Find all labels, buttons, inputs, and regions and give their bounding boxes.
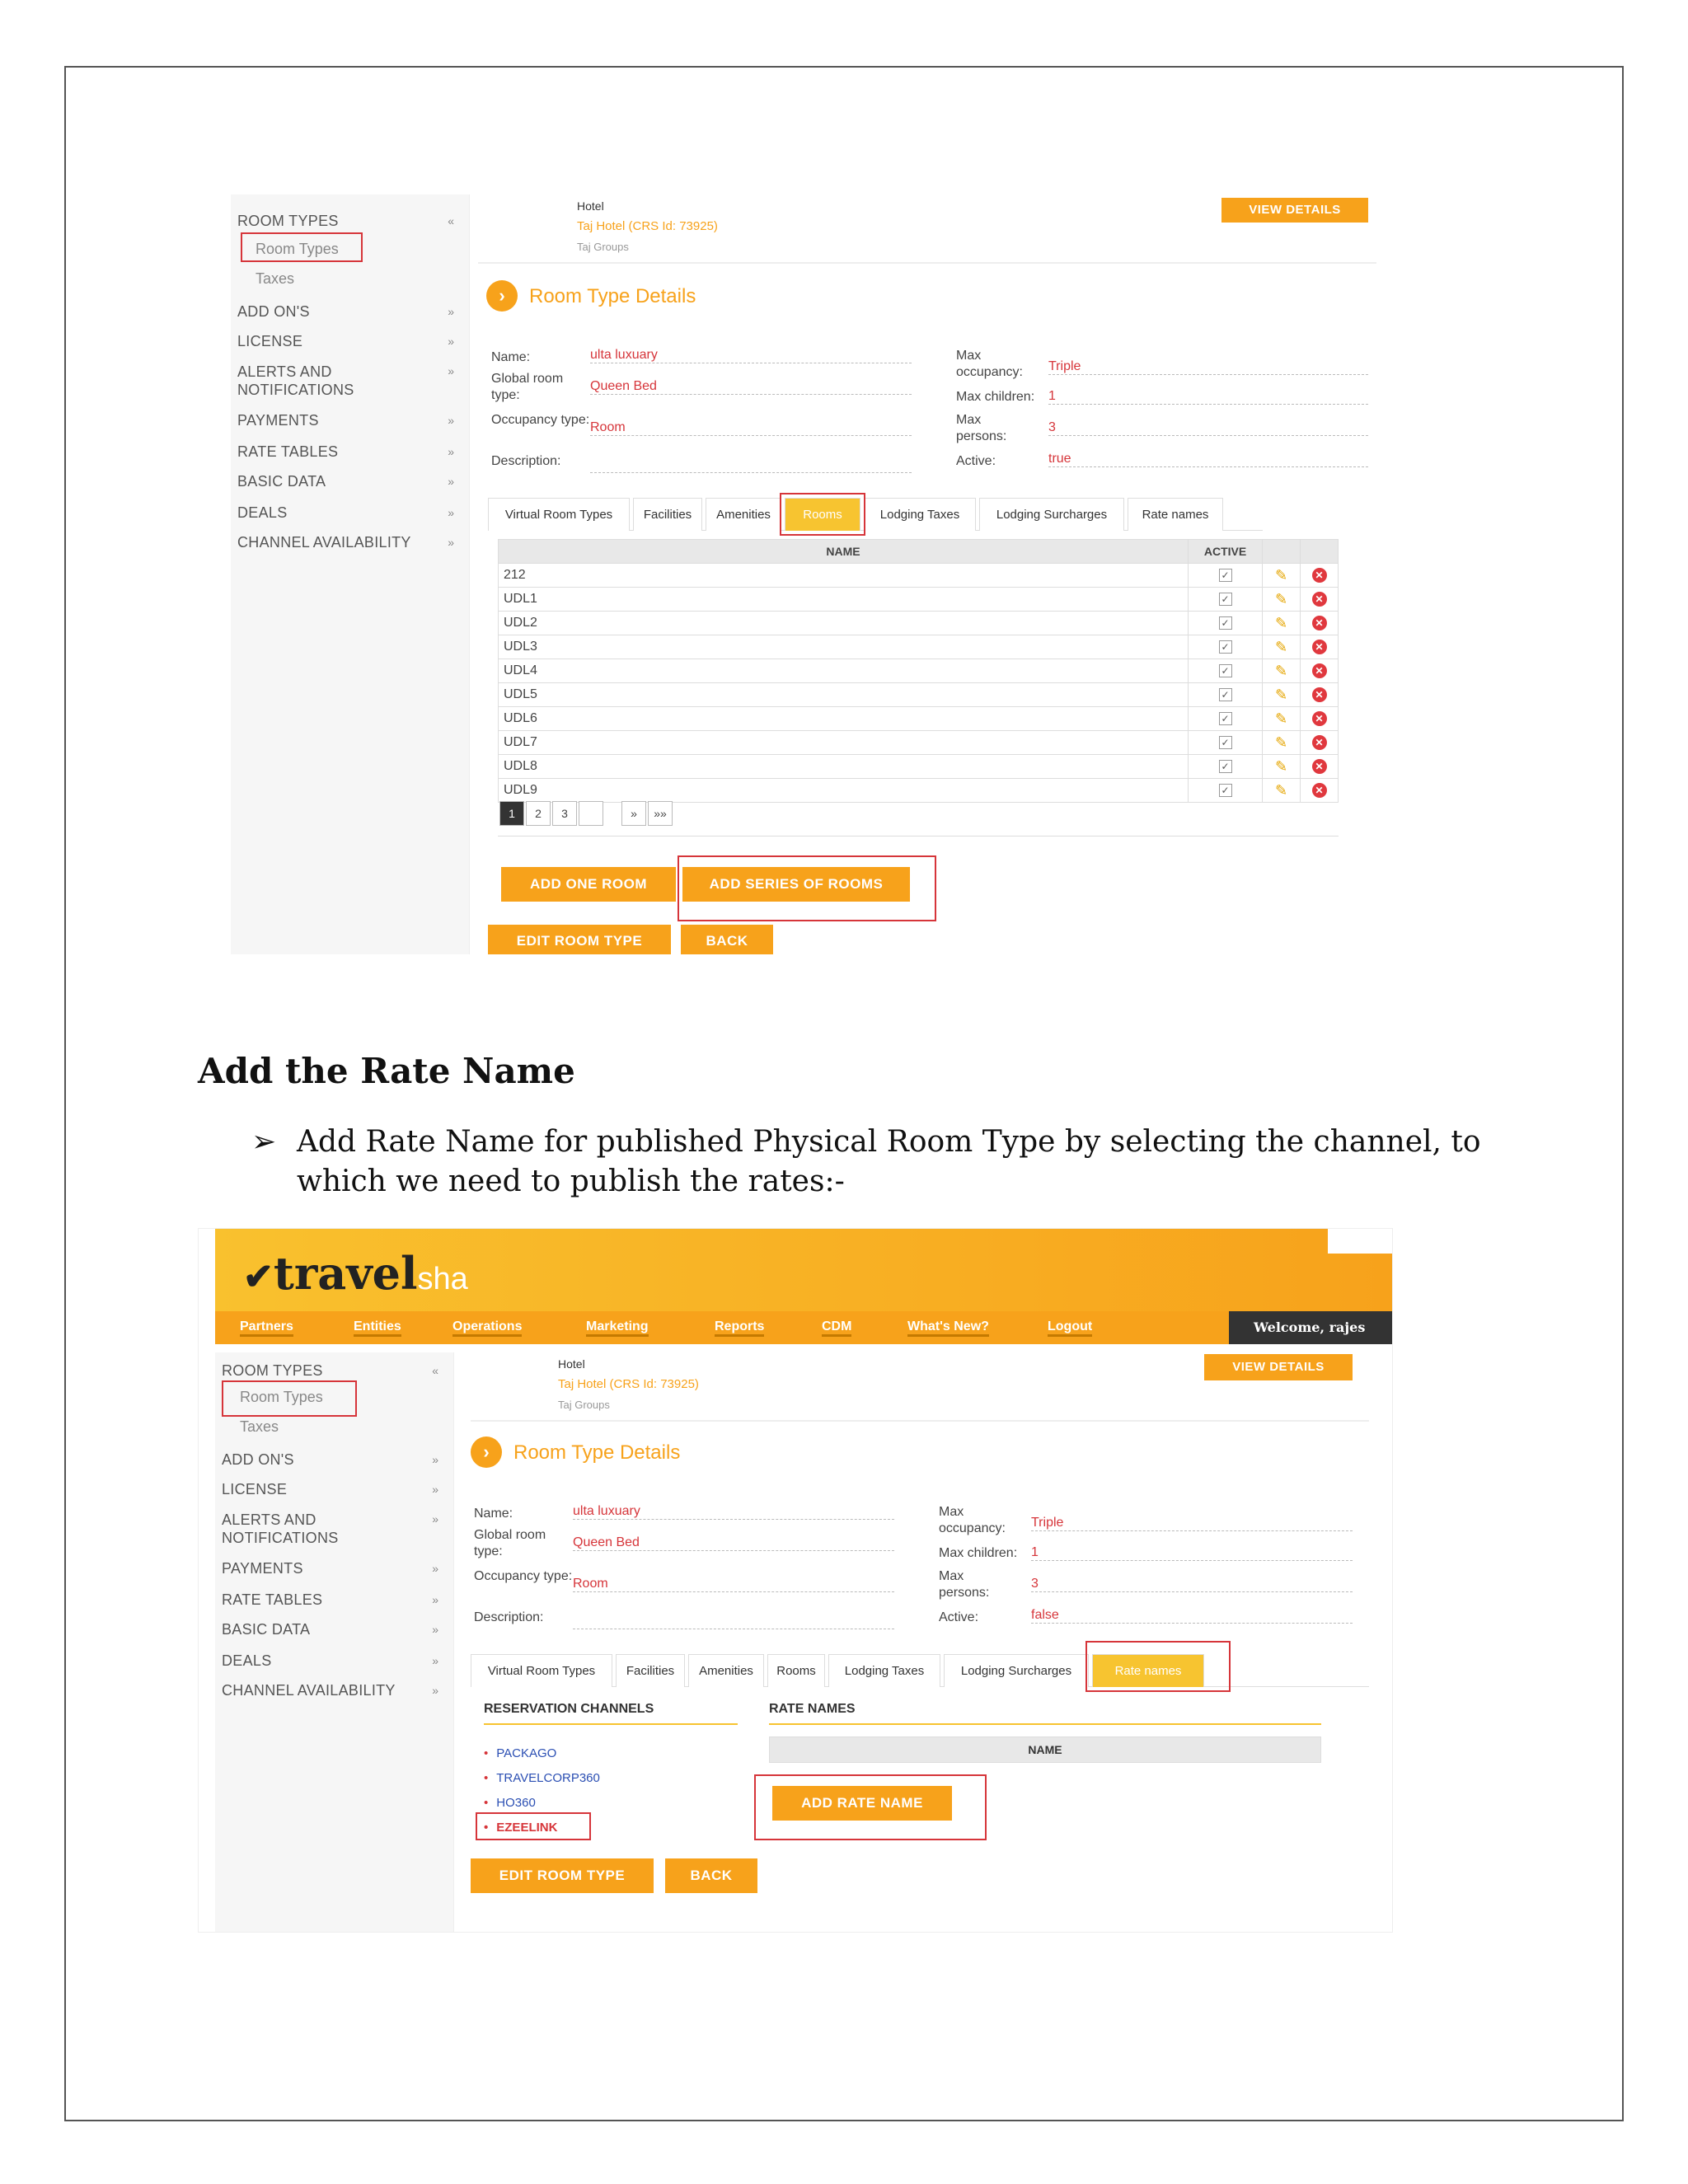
description-label: Description: xyxy=(474,1610,544,1624)
page-button[interactable]: 2 xyxy=(526,801,551,826)
sidebar-item-deals[interactable]: DEALS xyxy=(237,504,288,521)
global-room-type-value: Queen Bed xyxy=(590,379,912,395)
table-row[interactable] xyxy=(499,779,1339,803)
rooms-table xyxy=(498,539,1339,803)
nav-partners[interactable]: Partners xyxy=(240,1319,293,1337)
nav-entities[interactable]: Entities xyxy=(354,1319,401,1337)
hotel-name: Taj Hotel (CRS Id: 73925) xyxy=(577,219,718,233)
room-name: 212 xyxy=(499,564,1189,588)
expand-icon[interactable]: » xyxy=(432,1562,438,1575)
action-column-header xyxy=(1301,540,1339,564)
hotel-group: Taj Groups xyxy=(558,1399,610,1411)
delete-icon[interactable]: ✕ xyxy=(1312,759,1327,774)
sidebar-item-basic-data[interactable]: BASIC DATA xyxy=(237,473,326,490)
rate-names-header: RATE NAMES xyxy=(769,1702,1321,1725)
expand-icon[interactable]: » xyxy=(448,364,454,377)
max-persons-value: 3 xyxy=(1048,420,1368,436)
global-room-type-label: Global room type: xyxy=(474,1528,546,1558)
name-column-header: NAME xyxy=(499,540,1189,564)
occupancy-type-label: Occupancy type: xyxy=(474,1569,573,1583)
room-name: UDL9 xyxy=(499,779,1189,803)
channel-travelcorp360[interactable]: • TRAVELCORP360 xyxy=(484,1771,600,1785)
screenshot-room-type-details-rate-names xyxy=(198,1228,1393,1933)
hotel-name: Taj Hotel (CRS Id: 73925) xyxy=(558,1377,699,1391)
active-checkbox[interactable]: ✓ xyxy=(1219,784,1232,797)
active-cell xyxy=(1189,564,1263,588)
active-checkbox[interactable]: ✓ xyxy=(1219,569,1232,582)
page-button[interactable]: 3 xyxy=(552,801,577,826)
edit-pencil-icon[interactable]: ✎ xyxy=(1274,638,1288,655)
occupancy-type-value: Room xyxy=(573,1577,894,1592)
active-checkbox[interactable]: ✓ xyxy=(1219,616,1232,630)
edit-cell xyxy=(1263,755,1301,779)
arrow-bullet-icon: ➢ xyxy=(251,1125,277,1159)
table-row[interactable] xyxy=(499,612,1339,635)
divider xyxy=(498,836,1339,837)
max-persons-label: Max persons: xyxy=(939,1569,990,1600)
active-value: true xyxy=(1048,452,1368,467)
expand-icon[interactable]: » xyxy=(448,445,454,458)
collapse-icon[interactable]: « xyxy=(432,1364,438,1377)
expand-icon[interactable]: » xyxy=(448,305,454,318)
table-row[interactable] xyxy=(499,683,1339,707)
sidebar-item-alerts[interactable]: ALERTS AND NOTIFICATIONS xyxy=(237,363,354,398)
delete-icon[interactable]: ✕ xyxy=(1312,640,1327,654)
highlight-box xyxy=(241,232,363,262)
description-value xyxy=(573,1613,894,1629)
description-value xyxy=(590,457,912,473)
tab-rate-names[interactable]: Rate names xyxy=(1128,498,1223,531)
sidebar-item-channel-availability[interactable]: CHANNEL AVAILABILITY xyxy=(222,1682,396,1699)
expand-icon[interactable]: » xyxy=(432,1654,438,1667)
view-details-button[interactable]: VIEW DETAILS xyxy=(1221,198,1368,223)
edit-room-type-button[interactable]: EDIT ROOM TYPE xyxy=(471,1858,654,1893)
delete-icon[interactable]: ✕ xyxy=(1312,735,1327,750)
nav-logout[interactable]: Logout xyxy=(1048,1319,1092,1337)
delete-cell xyxy=(1301,731,1339,755)
highlight-box xyxy=(476,1812,591,1840)
table-row[interactable] xyxy=(499,564,1339,588)
tab-lodging-surcharges[interactable]: Lodging Surcharges xyxy=(944,1654,1089,1687)
sidebar-item-room-types[interactable]: ROOM TYPES xyxy=(237,213,339,229)
active-cell xyxy=(1189,635,1263,659)
table-row[interactable] xyxy=(499,707,1339,731)
name-value: ulta luxuary xyxy=(573,1504,894,1520)
sidebar-sub-taxes[interactable]: Taxes xyxy=(240,1418,279,1435)
highlight-box xyxy=(678,855,936,921)
tab-facilities[interactable]: Facilities xyxy=(616,1654,685,1687)
edit-cell xyxy=(1263,707,1301,731)
delete-icon[interactable]: ✕ xyxy=(1312,568,1327,583)
sidebar-sub-room-types[interactable]: Room Types xyxy=(240,1389,323,1405)
page-button[interactable]: 1 xyxy=(499,801,524,826)
active-cell xyxy=(1189,612,1263,635)
back-button[interactable]: BACK xyxy=(681,925,773,954)
max-occupancy-value: Triple xyxy=(1031,1516,1353,1531)
delete-icon[interactable]: ✕ xyxy=(1312,663,1327,678)
tab-lodging-surcharges[interactable]: Lodging Surcharges xyxy=(979,498,1124,531)
edit-room-type-button[interactable]: EDIT ROOM TYPE xyxy=(488,925,671,954)
delete-icon[interactable]: ✕ xyxy=(1312,783,1327,798)
sidebar xyxy=(215,1352,454,1933)
room-name: UDL7 xyxy=(499,731,1189,755)
nav-marketing[interactable]: Marketing xyxy=(586,1319,649,1337)
occupancy-type-label: Occupancy type: xyxy=(491,413,590,427)
active-cell xyxy=(1189,731,1263,755)
hotel-group: Taj Groups xyxy=(577,241,629,253)
room-name: UDL3 xyxy=(499,635,1189,659)
table-row[interactable] xyxy=(499,731,1339,755)
section-title: Room Type Details xyxy=(529,285,696,307)
nav-operations[interactable]: Operations xyxy=(452,1319,522,1337)
room-name: UDL1 xyxy=(499,588,1189,612)
sidebar-item-rate-tables[interactable]: RATE TABLES xyxy=(222,1591,323,1608)
header-notch xyxy=(1328,1229,1393,1254)
max-persons-label: Max persons: xyxy=(956,413,1007,443)
room-name: UDL4 xyxy=(499,659,1189,683)
max-persons-value: 3 xyxy=(1031,1577,1353,1592)
delete-icon[interactable]: ✕ xyxy=(1312,687,1327,702)
expand-icon[interactable]: » xyxy=(448,506,454,519)
active-checkbox[interactable]: ✓ xyxy=(1219,760,1232,773)
sidebar-item-payments[interactable]: PAYMENTS xyxy=(237,412,319,429)
tab-rooms[interactable]: Rooms xyxy=(785,498,860,531)
active-label: Active: xyxy=(956,454,996,468)
delete-icon[interactable]: ✕ xyxy=(1312,711,1327,726)
edit-pencil-icon[interactable]: ✎ xyxy=(1274,710,1288,727)
section-heading: Add the Rate Name xyxy=(198,1051,575,1091)
delete-cell xyxy=(1301,683,1339,707)
tab-rate-names[interactable]: Rate names xyxy=(1092,1654,1204,1687)
welcome-text: Welcome, rajes xyxy=(1229,1311,1393,1344)
edit-cell xyxy=(1263,564,1301,588)
sidebar xyxy=(231,194,470,954)
view-details-button[interactable]: VIEW DETAILS xyxy=(1204,1354,1353,1380)
channel-ezeelink[interactable]: • EZEELINK xyxy=(484,1821,558,1835)
delete-cell xyxy=(1301,707,1339,731)
divider xyxy=(471,1420,1369,1422)
expand-icon[interactable]: » xyxy=(432,1684,438,1697)
edit-pencil-icon[interactable]: ✎ xyxy=(1274,733,1288,751)
logo: ✔travelsha xyxy=(243,1247,468,1300)
sidebar-item-alerts[interactable]: ALERTS AND NOTIFICATIONS xyxy=(222,1511,339,1546)
channel-packago[interactable]: • PACKAGO xyxy=(484,1746,557,1760)
delete-cell xyxy=(1301,612,1339,635)
max-children-label: Max children: xyxy=(939,1546,1018,1560)
active-cell xyxy=(1189,707,1263,731)
sidebar-item-deals[interactable]: DEALS xyxy=(222,1652,272,1669)
edit-cell xyxy=(1263,659,1301,683)
delete-icon[interactable]: ✕ xyxy=(1312,592,1327,607)
expand-icon[interactable]: » xyxy=(448,536,454,549)
bullet-text: Add Rate Name for published Physical Room Type by selecting the channel, to which we need to publish the rates:- xyxy=(297,1125,1481,1198)
active-checkbox[interactable]: ✓ xyxy=(1219,640,1232,654)
sidebar-item-basic-data[interactable]: BASIC DATA xyxy=(222,1621,311,1638)
rate-names-table-header: NAME xyxy=(769,1736,1321,1763)
sidebar-item-payments[interactable]: PAYMENTS xyxy=(222,1560,303,1577)
page-button[interactable]: »» xyxy=(648,801,673,826)
page-button[interactable] xyxy=(579,801,603,826)
max-occupancy-value: Triple xyxy=(1048,359,1368,375)
sidebar-item-license[interactable]: LICENSE xyxy=(237,333,303,349)
hotel-label: Hotel xyxy=(558,1357,585,1371)
expand-icon[interactable]: » xyxy=(432,1453,438,1466)
tab-bar xyxy=(488,498,1263,531)
highlight-box xyxy=(754,1774,987,1840)
tab-amenities[interactable]: Amenities xyxy=(688,1654,764,1687)
top-nav xyxy=(215,1311,1393,1344)
active-checkbox[interactable]: ✓ xyxy=(1219,736,1232,749)
active-cell xyxy=(1189,779,1263,803)
add-one-room-button[interactable]: ADD ONE ROOM xyxy=(501,867,676,902)
edit-pencil-icon[interactable]: ✎ xyxy=(1274,614,1288,631)
tab-lodging-taxes[interactable]: Lodging Taxes xyxy=(864,498,976,531)
page-button[interactable]: » xyxy=(621,801,646,826)
room-name: UDL6 xyxy=(499,707,1189,731)
sidebar-item-room-types[interactable]: ROOM TYPES xyxy=(222,1362,323,1379)
sidebar-sub-room-types[interactable]: Room Types xyxy=(256,241,339,257)
tab-rooms[interactable]: Rooms xyxy=(767,1654,825,1687)
table-row[interactable] xyxy=(499,635,1339,659)
edit-cell xyxy=(1263,635,1301,659)
active-checkbox[interactable]: ✓ xyxy=(1219,688,1232,701)
edit-pencil-icon[interactable]: ✎ xyxy=(1274,686,1288,703)
expand-icon[interactable]: » xyxy=(448,475,454,488)
edit-cell xyxy=(1263,588,1301,612)
divider xyxy=(478,262,1376,264)
delete-cell xyxy=(1301,779,1339,803)
tab-virtual-room-types[interactable]: Virtual Room Types xyxy=(488,498,630,531)
edit-pencil-icon[interactable]: ✎ xyxy=(1274,590,1288,607)
sidebar-item-add-ons[interactable]: ADD ON'S xyxy=(237,303,310,320)
expand-icon[interactable]: » xyxy=(432,1512,438,1526)
room-name: UDL8 xyxy=(499,755,1189,779)
edit-cell xyxy=(1263,683,1301,707)
delete-cell xyxy=(1301,588,1339,612)
expand-icon[interactable]: » xyxy=(432,1623,438,1636)
screenshot-room-type-details-rooms xyxy=(198,194,1376,954)
channel-ho360[interactable]: • HO360 xyxy=(484,1796,536,1810)
highlight-box xyxy=(1085,1641,1231,1692)
table-header-row xyxy=(499,540,1339,564)
active-cell xyxy=(1189,683,1263,707)
bullet-icon: • xyxy=(484,1746,489,1760)
active-checkbox[interactable]: ✓ xyxy=(1219,593,1232,606)
name-label: Name: xyxy=(474,1507,513,1521)
delete-cell xyxy=(1301,659,1339,683)
edit-cell xyxy=(1263,779,1301,803)
bullet-icon: • xyxy=(484,1821,489,1835)
highlight-box xyxy=(780,493,865,536)
max-children-value: 1 xyxy=(1031,1545,1353,1561)
back-button[interactable]: BACK xyxy=(665,1858,757,1893)
edit-pencil-icon[interactable]: ✎ xyxy=(1274,662,1288,679)
nav-reports[interactable]: Reports xyxy=(715,1319,764,1337)
max-children-value: 1 xyxy=(1048,389,1368,405)
active-checkbox[interactable]: ✓ xyxy=(1219,712,1232,725)
bullet-icon: • xyxy=(484,1796,489,1810)
table-row[interactable] xyxy=(499,755,1339,779)
room-name: UDL5 xyxy=(499,683,1189,707)
sidebar-item-add-ons[interactable]: ADD ON'S xyxy=(222,1451,294,1468)
active-label: Active: xyxy=(939,1610,979,1624)
sidebar-item-license[interactable]: LICENSE xyxy=(222,1481,288,1497)
hotel-label: Hotel xyxy=(577,199,604,213)
tab-virtual-room-types[interactable]: Virtual Room Types xyxy=(471,1654,612,1687)
edit-pencil-icon[interactable]: ✎ xyxy=(1274,566,1288,583)
active-value: false xyxy=(1031,1608,1353,1624)
collapse-icon[interactable]: « xyxy=(448,214,454,227)
sidebar-sub-taxes[interactable]: Taxes xyxy=(256,270,295,287)
delete-cell xyxy=(1301,635,1339,659)
nav-whats-new[interactable]: What's New? xyxy=(907,1319,989,1337)
tab-lodging-taxes[interactable]: Lodging Taxes xyxy=(828,1654,940,1687)
reservation-channels-header: RESERVATION CHANNELS xyxy=(484,1702,738,1725)
name-value: ulta luxuary xyxy=(590,348,912,363)
action-column-header xyxy=(1263,540,1301,564)
active-cell xyxy=(1189,659,1263,683)
edit-cell xyxy=(1263,612,1301,635)
tab-bar xyxy=(471,1654,1369,1687)
logo-leaf-icon: ✔ xyxy=(243,1256,274,1298)
active-column-header: ACTIVE xyxy=(1189,540,1263,564)
edit-cell xyxy=(1263,731,1301,755)
global-room-type-value: Queen Bed xyxy=(573,1535,894,1551)
expand-icon[interactable]: » xyxy=(432,1483,438,1496)
max-occupancy-label: Max occupancy: xyxy=(939,1505,1006,1535)
expand-icon[interactable]: » xyxy=(448,414,454,427)
delete-icon[interactable]: ✕ xyxy=(1312,616,1327,630)
add-series-of-rooms-button[interactable]: ADD SERIES OF ROOMS xyxy=(682,867,910,902)
table-row[interactable] xyxy=(499,588,1339,612)
active-cell xyxy=(1189,755,1263,779)
description-label: Description: xyxy=(491,454,561,468)
max-children-label: Max children: xyxy=(956,390,1035,404)
occupancy-type-value: Room xyxy=(590,420,912,436)
bullet-icon: • xyxy=(484,1771,489,1785)
edit-pencil-icon[interactable]: ✎ xyxy=(1274,781,1288,799)
highlight-box xyxy=(222,1380,357,1417)
sidebar-item-channel-availability[interactable]: CHANNEL AVAILABILITY xyxy=(237,534,411,551)
arrow-circle-icon: › xyxy=(486,280,518,312)
room-name: UDL2 xyxy=(499,612,1189,635)
edit-pencil-icon[interactable]: ✎ xyxy=(1274,757,1288,775)
sidebar-item-rate-tables[interactable]: RATE TABLES xyxy=(237,443,339,460)
add-rate-name-button[interactable]: ADD RATE NAME xyxy=(772,1786,952,1821)
arrow-circle-icon: › xyxy=(471,1436,502,1468)
max-occupancy-label: Max occupancy: xyxy=(956,349,1023,379)
tab-facilities[interactable]: Facilities xyxy=(633,498,702,531)
expand-icon[interactable]: » xyxy=(448,335,454,348)
name-label: Name: xyxy=(491,350,531,364)
delete-cell xyxy=(1301,755,1339,779)
active-checkbox[interactable]: ✓ xyxy=(1219,664,1232,677)
global-room-type-label: Global room type: xyxy=(491,372,564,402)
tab-amenities[interactable]: Amenities xyxy=(706,498,781,531)
section-title: Room Type Details xyxy=(513,1441,681,1464)
table-row[interactable] xyxy=(499,659,1339,683)
nav-cdm[interactable]: CDM xyxy=(822,1319,851,1337)
delete-cell xyxy=(1301,564,1339,588)
expand-icon[interactable]: » xyxy=(432,1593,438,1606)
active-cell xyxy=(1189,588,1263,612)
